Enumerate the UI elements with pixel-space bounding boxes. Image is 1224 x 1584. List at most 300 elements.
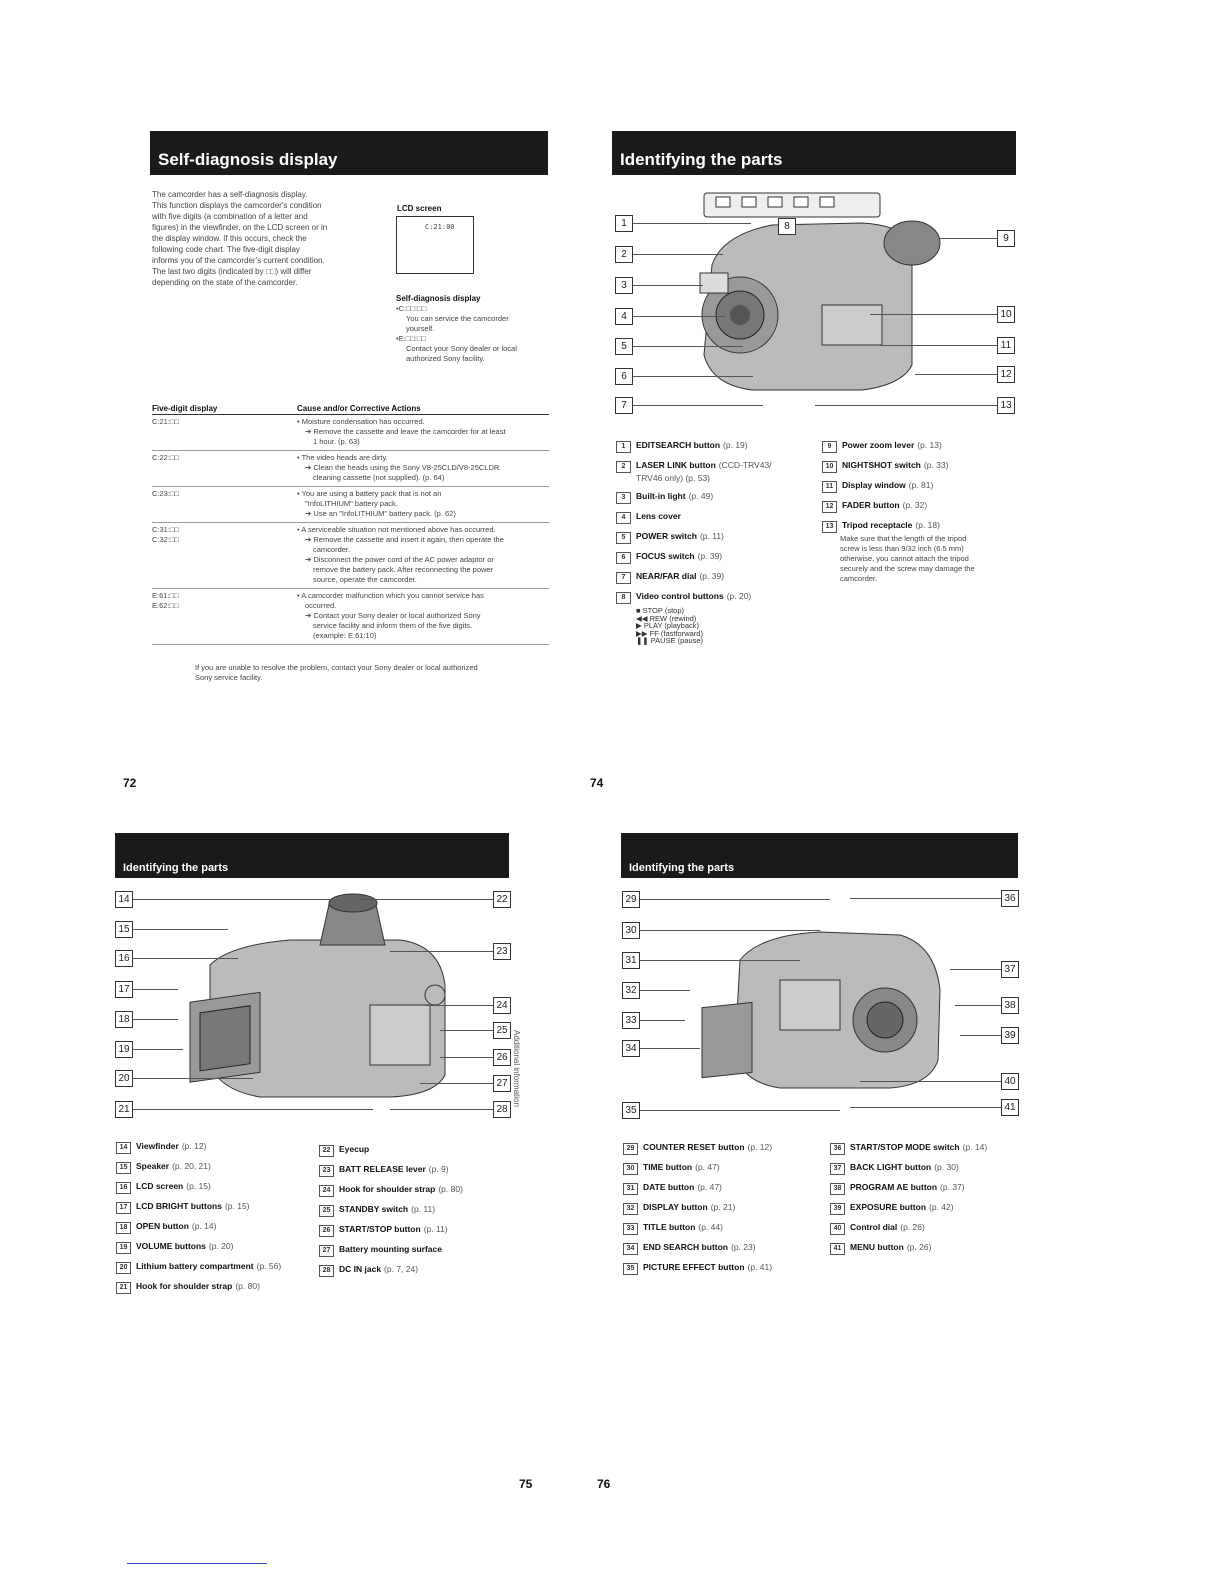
item-name: DISPLAY button bbox=[643, 1202, 708, 1212]
item-name: Speaker bbox=[136, 1161, 170, 1171]
item-page: (p. 42) bbox=[929, 1202, 954, 1212]
item-page: (p. 30) bbox=[934, 1162, 959, 1172]
sd-e-code: •E:□□:□□ bbox=[396, 334, 426, 343]
item-page: (CCD-TRV43/ bbox=[718, 460, 772, 470]
ff-button-icon bbox=[794, 197, 808, 207]
item-name: Lithium battery compartment bbox=[136, 1261, 254, 1271]
item-page: (p. 11) bbox=[423, 1224, 448, 1234]
item-number: 4 bbox=[616, 512, 631, 524]
callout-25: 25 bbox=[493, 1022, 511, 1039]
leader-line bbox=[420, 1083, 493, 1084]
row-cause bbox=[297, 523, 549, 589]
video-button-item: ■ STOP (stop) bbox=[636, 606, 685, 615]
display-window-icon bbox=[822, 305, 882, 345]
item-number: 8 bbox=[616, 592, 631, 604]
list-item bbox=[319, 1164, 519, 1177]
callout-34: 34 bbox=[622, 1040, 640, 1057]
item-name: Tripod receptacle bbox=[842, 520, 913, 530]
list-item bbox=[616, 440, 816, 453]
note-line: Make sure that the length of the tripod bbox=[840, 534, 967, 543]
item-name: BATT RELEASE lever bbox=[339, 1164, 426, 1174]
item-number: 13 bbox=[822, 521, 837, 533]
row-code: C:22:□□ bbox=[152, 451, 297, 487]
callout-16: 16 bbox=[115, 950, 133, 967]
item-number: 25 bbox=[319, 1205, 334, 1217]
item-number: 40 bbox=[830, 1223, 845, 1235]
list-item bbox=[623, 1142, 828, 1155]
page-number-75: 75 bbox=[519, 1477, 533, 1491]
list-item bbox=[116, 1161, 316, 1174]
intro-line: The camcorder has a self-diagnosis display. bbox=[152, 190, 308, 199]
cause-line: • A camcorder malfunction which you cannot service has bbox=[297, 591, 484, 600]
intro-line: with five digits (a combination of a letter and bbox=[152, 212, 308, 221]
item-page: (p. 18) bbox=[915, 520, 940, 530]
intro-line: the display window. If this occurs, check the bbox=[152, 234, 307, 243]
list-item bbox=[319, 1264, 519, 1277]
cause-line: • The video heads are dirty. bbox=[297, 453, 388, 462]
item-page: (p. 15) bbox=[224, 1201, 250, 1211]
item-name: Video control buttons bbox=[636, 591, 724, 601]
leader-line bbox=[390, 1109, 493, 1110]
lcd-panel-icon bbox=[702, 1002, 752, 1077]
callout-2: 2 bbox=[615, 246, 633, 263]
list-item bbox=[830, 1242, 1025, 1255]
leader-line bbox=[633, 376, 753, 377]
item-name: MENU button bbox=[850, 1242, 904, 1252]
note-line: securely and the screw may damage the bbox=[840, 564, 975, 573]
list-item bbox=[830, 1182, 1025, 1195]
cause-line: cleaning cassette (not supplied). (p. 64) bbox=[313, 473, 445, 482]
callout-18: 18 bbox=[115, 1011, 133, 1028]
leader-line bbox=[915, 374, 997, 375]
leader-line bbox=[633, 285, 703, 286]
item-page: (p. 26) bbox=[900, 1222, 925, 1232]
item-name: Viewfinder bbox=[136, 1141, 179, 1151]
item-number: 27 bbox=[319, 1245, 334, 1257]
item-name: EXPOSURE button bbox=[850, 1202, 927, 1212]
cause-line: camcorder. bbox=[313, 545, 351, 554]
side-tab-additional-information: Additional information bbox=[512, 1030, 521, 1107]
item-name: TITLE button bbox=[643, 1222, 696, 1232]
callout-21: 21 bbox=[115, 1101, 133, 1118]
item-page: (p. 44) bbox=[698, 1222, 723, 1232]
item-name: BACK LIGHT button bbox=[850, 1162, 932, 1172]
row-code: E:61:□□ E:62:□□ bbox=[152, 589, 297, 645]
leader-line bbox=[880, 345, 997, 346]
item-page: (p. 32) bbox=[902, 500, 928, 510]
list-item bbox=[623, 1222, 828, 1235]
callout-26: 26 bbox=[493, 1049, 511, 1066]
table-row bbox=[152, 487, 549, 523]
item-number: 5 bbox=[616, 532, 631, 544]
list-item bbox=[623, 1202, 828, 1215]
leader-line bbox=[440, 1057, 493, 1058]
item-number: 6 bbox=[616, 552, 631, 564]
row-cause bbox=[297, 487, 549, 523]
callout-31: 31 bbox=[622, 952, 640, 969]
cause-line: service facility and inform them of the five digits. bbox=[313, 621, 473, 630]
page75-title-banner bbox=[115, 833, 509, 878]
item-page: (p. 80) bbox=[438, 1184, 463, 1194]
item-number: 34 bbox=[623, 1243, 638, 1255]
item-number: 18 bbox=[116, 1222, 131, 1234]
item-page: (p. 19) bbox=[723, 440, 748, 450]
callout-5: 5 bbox=[615, 338, 633, 355]
cause-line: remove the battery pack. After reconnecting the power bbox=[313, 565, 494, 574]
leader-line bbox=[133, 929, 228, 930]
callout-20: 20 bbox=[115, 1070, 133, 1087]
item-number: 14 bbox=[116, 1142, 131, 1154]
list-item bbox=[319, 1244, 519, 1257]
item-page: (p. 14) bbox=[191, 1221, 217, 1231]
list-item bbox=[623, 1242, 828, 1255]
item-name: PICTURE EFFECT button bbox=[643, 1262, 745, 1272]
callout-14: 14 bbox=[115, 891, 133, 908]
leader-line bbox=[640, 960, 800, 961]
page74-title-banner bbox=[612, 131, 1016, 175]
item-number: 21 bbox=[116, 1282, 131, 1294]
cause-line: ➔ Remove the cassette and leave the camcorder for at least bbox=[305, 427, 506, 436]
cause-line: occurred. bbox=[305, 601, 337, 610]
list-item bbox=[116, 1221, 316, 1234]
item-page: (p. 9) bbox=[428, 1164, 449, 1174]
page-number-72: 72 bbox=[123, 776, 137, 790]
list-item bbox=[616, 551, 816, 564]
item-number: 19 bbox=[116, 1242, 131, 1254]
item-name: Built-in light bbox=[636, 491, 686, 501]
callout-23: 23 bbox=[493, 943, 511, 960]
cause-line: • A serviceable situation not mentioned above has occurred. bbox=[297, 525, 496, 534]
page75-parts-list-left bbox=[116, 1141, 316, 1301]
leader-line bbox=[633, 223, 751, 224]
item-page: (p. 11) bbox=[699, 531, 724, 541]
page-number-74: 74 bbox=[590, 776, 604, 790]
lcd-code: C:21:00 bbox=[425, 223, 455, 231]
callout-30: 30 bbox=[622, 922, 640, 939]
list-item bbox=[830, 1202, 1025, 1215]
cause-line: ➔ Contact your Sony dealer or local authorized Sony bbox=[305, 611, 481, 620]
list-item bbox=[623, 1262, 828, 1275]
leader-line bbox=[360, 899, 493, 900]
leader-line bbox=[133, 1109, 373, 1110]
leader-line bbox=[133, 958, 238, 959]
item-number: 33 bbox=[623, 1223, 638, 1235]
item-name: COUNTER RESET button bbox=[643, 1142, 745, 1152]
item-name: Lens cover bbox=[636, 511, 681, 521]
callout-37: 37 bbox=[1001, 961, 1019, 978]
callout-17: 17 bbox=[115, 981, 133, 998]
page76-parts-list-right bbox=[830, 1142, 1025, 1262]
item-page: (p. 49) bbox=[688, 491, 714, 501]
callout-39: 39 bbox=[1001, 1027, 1019, 1044]
item-name: EDITSEARCH button bbox=[636, 440, 721, 450]
item-number: 10 bbox=[822, 461, 837, 473]
list-item bbox=[116, 1281, 316, 1294]
intro-line: following code chart. The five-digit display bbox=[152, 245, 300, 254]
leader-line bbox=[133, 1019, 178, 1020]
sd-c-text: You can service the camcorder bbox=[406, 314, 509, 323]
camcorder-rear-illustration bbox=[170, 885, 470, 1115]
note-line: screw is less than 9/32 inch (6.5 mm) bbox=[840, 544, 964, 553]
item-page: (p. 56) bbox=[256, 1261, 282, 1271]
item-page: (p. 26) bbox=[906, 1242, 932, 1252]
list-item bbox=[616, 473, 816, 484]
callout-3: 3 bbox=[615, 277, 633, 294]
note-line: camcorder. bbox=[840, 574, 878, 583]
item-name: Eyecup bbox=[339, 1144, 370, 1154]
list-item bbox=[822, 480, 1022, 493]
item-name: Hook for shoulder strap bbox=[136, 1281, 233, 1291]
item-page: (p. 12) bbox=[181, 1141, 207, 1151]
item-number: 9 bbox=[822, 441, 837, 453]
page75-title: Identifying the parts bbox=[123, 862, 229, 874]
list-item bbox=[616, 571, 816, 584]
page72-footer bbox=[195, 663, 555, 683]
sd-e-text: Contact your Sony dealer or local bbox=[406, 344, 517, 353]
item-name: OPEN button bbox=[136, 1221, 189, 1231]
item-number: 28 bbox=[319, 1265, 334, 1277]
item-name: NIGHTSHOT switch bbox=[842, 460, 921, 470]
item-number: 35 bbox=[623, 1263, 638, 1275]
button-panel-icon bbox=[780, 980, 840, 1030]
item-name: PROGRAM AE button bbox=[850, 1182, 938, 1192]
lcd-screen-illustration bbox=[396, 216, 474, 274]
camcorder-front-illustration bbox=[612, 185, 1022, 415]
item-name: NEAR/FAR dial bbox=[636, 571, 697, 581]
item-page: (p. 47) bbox=[697, 1182, 722, 1192]
item-page: (p. 39) bbox=[699, 571, 725, 581]
rewind-button-icon bbox=[742, 197, 756, 207]
list-item bbox=[616, 511, 816, 524]
sd-c-text: yourself. bbox=[406, 324, 435, 333]
leader-line bbox=[640, 1048, 700, 1049]
leader-line bbox=[640, 899, 830, 900]
row-code: C:31:□□ C:32:□□ bbox=[152, 523, 297, 589]
callout-7: 7 bbox=[615, 397, 633, 414]
callout-29: 29 bbox=[622, 891, 640, 908]
col-header-code: Five-digit display bbox=[152, 404, 297, 415]
list-item bbox=[616, 531, 816, 544]
item-number: 24 bbox=[319, 1185, 334, 1197]
callout-41: 41 bbox=[1001, 1099, 1019, 1116]
item-page: (p. 81) bbox=[908, 480, 934, 490]
sd-heading: Self-diagnosis display bbox=[396, 294, 481, 303]
pause-button-icon bbox=[820, 197, 834, 207]
leader-line bbox=[640, 1110, 840, 1111]
callout-10: 10 bbox=[997, 306, 1015, 323]
leader-line bbox=[640, 1020, 685, 1021]
callout-22: 22 bbox=[493, 891, 511, 908]
list-item bbox=[319, 1204, 519, 1217]
item-page: (p. 41) bbox=[747, 1262, 773, 1272]
leader-line bbox=[133, 1078, 253, 1079]
item-name: TIME button bbox=[643, 1162, 693, 1172]
cause-line: ➔ Disconnect the power cord of the AC power adaptor or bbox=[305, 555, 494, 564]
item-page: (p. 20, 21) bbox=[172, 1161, 211, 1171]
item-name: FOCUS switch bbox=[636, 551, 695, 561]
item-name: LCD BRIGHT buttons bbox=[136, 1201, 222, 1211]
bottom-link-underline bbox=[127, 1563, 267, 1564]
leader-line bbox=[425, 1005, 493, 1006]
intro-line: depending on the state of the camcorder. bbox=[152, 278, 298, 287]
cause-line: source, operate the camcorder. bbox=[313, 575, 417, 584]
callout-8: 8 bbox=[778, 218, 796, 235]
item-name: Battery mounting surface bbox=[339, 1244, 442, 1254]
item-number: 11 bbox=[822, 481, 837, 493]
page76-title: Identifying the parts bbox=[629, 862, 735, 874]
list-item bbox=[822, 520, 1022, 533]
video-button-item: ◀◀ REW (rewind) bbox=[636, 613, 697, 623]
list-item bbox=[116, 1241, 316, 1254]
callout-1: 1 bbox=[615, 215, 633, 232]
leader-line bbox=[133, 989, 178, 990]
row-cause bbox=[297, 589, 549, 645]
row-code: C:21:□□ bbox=[152, 415, 297, 451]
item-page: (p. 12) bbox=[747, 1142, 773, 1152]
list-item bbox=[616, 491, 816, 504]
leader-line bbox=[633, 316, 725, 317]
callout-12: 12 bbox=[997, 366, 1015, 383]
leader-line bbox=[640, 990, 690, 991]
leader-line bbox=[950, 969, 1001, 970]
item-name: VOLUME buttons bbox=[136, 1241, 206, 1251]
item-name: STANDBY switch bbox=[339, 1204, 409, 1214]
intro-line: figures) in the viewfinder, on the LCD screen or in bbox=[152, 223, 328, 232]
row-cause bbox=[297, 451, 549, 487]
leader-line bbox=[940, 238, 997, 239]
item-name: Power zoom lever bbox=[842, 440, 915, 450]
leader-line bbox=[870, 314, 997, 315]
list-item bbox=[830, 1222, 1025, 1235]
item-page: (p. 20) bbox=[208, 1241, 234, 1251]
tripod-note bbox=[822, 534, 1020, 584]
item-number: 1 bbox=[616, 441, 631, 453]
leader-line bbox=[633, 346, 743, 347]
intro-line: The last two digits (indicated by □□) will differ bbox=[152, 267, 312, 276]
cause-line: • Moisture condensation has occurred. bbox=[297, 417, 425, 426]
item-page: (p. 39) bbox=[697, 551, 723, 561]
footer-line: If you are unable to resolve the problem, contact your Sony dealer or local authorized bbox=[195, 663, 478, 672]
cause-line: (example: E:61:10) bbox=[313, 631, 377, 640]
stop-button-icon bbox=[716, 197, 730, 207]
cause-line: 1 hour. (p. 63) bbox=[313, 437, 360, 446]
item-number: 39 bbox=[830, 1203, 845, 1215]
callout-19: 19 bbox=[115, 1041, 133, 1058]
item-name: Control dial bbox=[850, 1222, 898, 1232]
list-item bbox=[319, 1224, 519, 1237]
table-row bbox=[152, 523, 549, 589]
sd-c-code: •C:□□:□□ bbox=[396, 304, 427, 313]
item-number: 17 bbox=[116, 1202, 131, 1214]
callout-28: 28 bbox=[493, 1101, 511, 1118]
row-cause bbox=[297, 415, 549, 451]
callout-4: 4 bbox=[615, 308, 633, 325]
intro-line: informs you of the camcorder's current condition. bbox=[152, 256, 325, 265]
item-number: 30 bbox=[623, 1163, 638, 1175]
item-page: (p. 20) bbox=[726, 591, 752, 601]
leader-line bbox=[815, 405, 997, 406]
list-item bbox=[830, 1142, 1025, 1155]
table-row bbox=[152, 451, 549, 487]
item-name: END SEARCH button bbox=[643, 1242, 728, 1252]
leader-line bbox=[960, 1035, 1001, 1036]
video-button-item: ▶▶ FF (fastforward) bbox=[636, 628, 703, 638]
list-item bbox=[623, 1162, 828, 1175]
item-name: Hook for shoulder strap bbox=[339, 1184, 436, 1194]
callout-27: 27 bbox=[493, 1075, 511, 1092]
page75-parts-list-right bbox=[319, 1144, 519, 1284]
item-number: 41 bbox=[830, 1243, 845, 1255]
list-item bbox=[822, 460, 1022, 473]
item-page: (p. 14) bbox=[962, 1142, 988, 1152]
viewfinder-icon bbox=[884, 221, 940, 265]
leader-line bbox=[390, 951, 493, 952]
col-header-cause: Cause and/or Corrective Actions bbox=[297, 404, 549, 415]
page76-title-banner bbox=[621, 833, 1018, 878]
leader-line bbox=[850, 1107, 1001, 1108]
item-number: 23 bbox=[319, 1165, 334, 1177]
table-row bbox=[152, 415, 549, 451]
item-page: (p. 21) bbox=[710, 1202, 736, 1212]
page74-parts-list-left bbox=[616, 440, 816, 649]
item-number: 2 bbox=[616, 461, 631, 473]
battery-icon bbox=[370, 1005, 430, 1065]
item-number: 37 bbox=[830, 1163, 845, 1175]
table-row bbox=[152, 589, 549, 645]
list-item bbox=[116, 1201, 316, 1214]
item-page: (p. 13) bbox=[917, 440, 942, 450]
table-header bbox=[152, 404, 549, 415]
list-item bbox=[822, 440, 1022, 453]
cause-line: ➔ Use an "InfoLITHIUM" battery pack. (p. 62) bbox=[305, 509, 456, 518]
item-number: 26 bbox=[319, 1225, 334, 1237]
sd-e-text: authorized Sony facility. bbox=[406, 354, 485, 363]
item-number: 38 bbox=[830, 1183, 845, 1195]
list-item bbox=[319, 1184, 519, 1197]
leader-line bbox=[133, 899, 333, 900]
callout-13: 13 bbox=[997, 397, 1015, 414]
list-item bbox=[116, 1261, 316, 1274]
list-item bbox=[116, 1141, 316, 1154]
page72-title-banner bbox=[150, 131, 548, 175]
five-digit-table bbox=[152, 404, 549, 645]
item-name: LCD screen bbox=[136, 1181, 184, 1191]
item-name: DC IN jack bbox=[339, 1264, 382, 1274]
callout-40: 40 bbox=[1001, 1073, 1019, 1090]
item-number: 16 bbox=[116, 1182, 131, 1194]
video-button-item: ▶ PLAY (playback) bbox=[636, 621, 700, 630]
item-number: 29 bbox=[623, 1143, 638, 1155]
lcd-screen-label: LCD screen bbox=[397, 204, 442, 213]
list-item bbox=[319, 1144, 519, 1157]
video-button-item: ❚❚ PAUSE (pause) bbox=[636, 636, 704, 645]
note-line: otherwise, you cannot attach the tripod bbox=[840, 554, 969, 563]
footer-line: Sony service facility. bbox=[195, 673, 263, 682]
cause-line: • You are using a battery pack that is not an bbox=[297, 489, 442, 498]
item-name: START/STOP MODE switch bbox=[850, 1142, 960, 1152]
play-button-icon bbox=[768, 197, 782, 207]
callout-6: 6 bbox=[615, 368, 633, 385]
item-name: POWER switch bbox=[636, 531, 697, 541]
page76-parts-list-left bbox=[623, 1142, 828, 1282]
item-number: 20 bbox=[116, 1262, 131, 1274]
list-item bbox=[822, 500, 1022, 513]
leader-line bbox=[640, 930, 820, 931]
callout-33: 33 bbox=[622, 1012, 640, 1029]
page74-parts-list-right bbox=[822, 440, 1022, 584]
item-number: 31 bbox=[623, 1183, 638, 1195]
item-page: (p. 11) bbox=[411, 1204, 436, 1214]
